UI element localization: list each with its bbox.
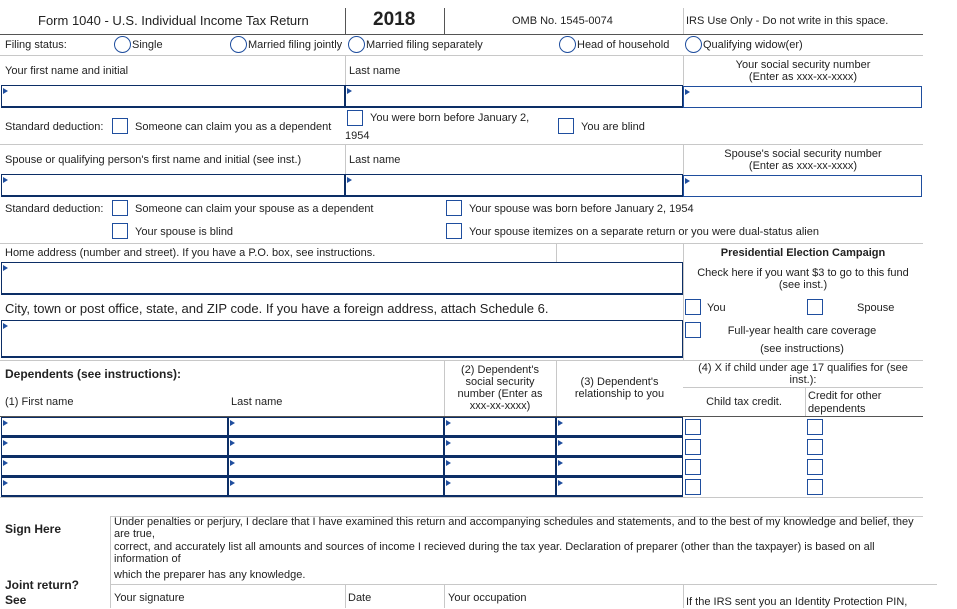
irs-pin-label: If the IRS sent you an Identity Protection PIN, xyxy=(686,596,908,608)
last-name-input[interactable] xyxy=(345,85,683,108)
filing-status-label: Filing status: xyxy=(5,39,67,51)
spouse-is-blind-checkbox[interactable] xyxy=(112,223,128,239)
born-before-1954-label: You were born before January 2, xyxy=(370,112,530,124)
dependent-1-ssn[interactable] xyxy=(444,417,556,437)
campaign-description: Check here if you want $3 to go to this fund xyxy=(697,267,909,279)
dependent-4-ssn[interactable] xyxy=(444,477,556,497)
dependent-3-other-credit-checkbox[interactable] xyxy=(807,459,823,475)
dependent-1-relationship[interactable] xyxy=(556,417,683,437)
spouse-ssn-input[interactable] xyxy=(683,175,922,197)
dependent-3-ssn[interactable] xyxy=(444,457,556,477)
spouse-itemizes-checkbox[interactable] xyxy=(446,223,462,239)
campaign-you-checkbox[interactable] xyxy=(685,299,701,315)
home-address-input[interactable] xyxy=(1,262,683,295)
sign-here-title: Sign Here xyxy=(5,522,62,536)
ssn-label: Your social security number xyxy=(735,59,871,71)
tax-year: 2018 xyxy=(373,9,416,30)
dependent-3-first-name[interactable] xyxy=(1,457,228,477)
dependent-4-last-name[interactable] xyxy=(228,477,444,497)
declaration-text-2: correct, and accurately list all amounts and sources of income I recieved during the tax year. Declaration of preparer (other than the taxpayer) is based on all information of xyxy=(114,541,875,565)
ssn-format-hint: (Enter as xxx-xx-xxxx) xyxy=(748,71,858,83)
dependents-col-last-name: Last name xyxy=(231,396,283,408)
form-title: Form 1040 - U.S. Individual Income Tax Return xyxy=(38,13,309,28)
declaration-text: Under penalties or perjury, I declare that I have examined this return and accompanying schedules and statements, and to the best of my knowledge and belief, they are true, xyxy=(114,516,914,540)
standard-deduction-label: Standard deduction: xyxy=(5,121,104,133)
spouse-last-name-label: Last name xyxy=(349,154,401,166)
spouse-itemizes-label: Your spouse itemizes on a separate return or you were dual-status alien xyxy=(469,226,819,238)
joint-return-see: See xyxy=(5,593,27,607)
spouse-born-before-1954-label: Your spouse was born before January 2, 1954 xyxy=(469,203,694,215)
first-name-label: Your first name and initial xyxy=(5,65,129,77)
radio-single[interactable] xyxy=(114,36,131,53)
irs-use-only: IRS Use Only - Do not write in this space. xyxy=(686,15,889,27)
dependent-2-first-name[interactable] xyxy=(1,437,228,457)
someone-can-claim-spouse-checkbox[interactable] xyxy=(112,200,128,216)
dependents-col-relationship: (3) Dependent's relationship to you xyxy=(574,376,665,400)
last-name-label: Last name xyxy=(349,65,401,77)
city-address-label: City, town or post office, state, and ZIP code. If you have a foreign address, attach Schedule 6. xyxy=(5,301,549,316)
radio-label: Qualifying widow(er) xyxy=(703,39,803,51)
child-tax-credit-label: Child tax credit. xyxy=(706,396,782,408)
dependent-4-other-credit-checkbox[interactable] xyxy=(807,479,823,495)
first-name-input[interactable] xyxy=(1,85,345,108)
someone-can-claim-spouse-label: Someone can claim your spouse as a dependent xyxy=(135,203,374,215)
spouse-first-name-input[interactable] xyxy=(1,174,345,197)
campaign-see-inst: (see inst.) xyxy=(778,279,828,291)
dependents-col-ssn: (2) Dependent's social security number (Enter as xxx-xx-xxxx) xyxy=(457,364,543,412)
radio-head-of-household[interactable] xyxy=(559,36,576,53)
ssn-input[interactable] xyxy=(683,86,922,108)
omb-number: OMB No. 1545-0074 xyxy=(512,15,613,27)
spouse-first-name-label: Spouse or qualifying person's first name and initial (see inst.) xyxy=(5,154,302,166)
radio-label: Head of household xyxy=(577,39,670,51)
health-coverage-checkbox[interactable] xyxy=(685,322,701,338)
dependent-2-ssn[interactable] xyxy=(444,437,556,457)
radio-qualifying-widow[interactable] xyxy=(685,36,702,53)
dependent-1-first-name[interactable] xyxy=(1,417,228,437)
dependent-1-other-credit-checkbox[interactable] xyxy=(807,419,823,435)
dependent-1-child-credit-checkbox[interactable] xyxy=(685,419,701,435)
born-before-1954-label-year: 1954 xyxy=(345,130,370,142)
date-label: Date xyxy=(348,592,372,604)
spouse-ssn-label: Spouse's social security number xyxy=(724,148,882,160)
campaign-you-label: You xyxy=(707,302,726,314)
health-coverage-label: Full-year health care coverage xyxy=(727,325,877,337)
you-are-blind-label: You are blind xyxy=(581,121,645,133)
campaign-spouse-checkbox[interactable] xyxy=(807,299,823,315)
radio-married-separately[interactable] xyxy=(348,36,365,53)
someone-can-claim-you-checkbox[interactable] xyxy=(112,118,128,134)
dependent-2-other-credit-checkbox[interactable] xyxy=(807,439,823,455)
spouse-ssn-format-hint: (Enter as xxx-xx-xxxx) xyxy=(748,160,858,172)
dependent-2-relationship[interactable] xyxy=(556,437,683,457)
dependent-3-child-credit-checkbox[interactable] xyxy=(685,459,701,475)
dependents-col-credits: (4) X if child under age 17 qualifies for (see inst.): xyxy=(698,362,908,386)
your-signature-label: Your signature xyxy=(114,592,185,604)
spouse-last-name-input[interactable] xyxy=(345,174,683,197)
dependent-3-last-name[interactable] xyxy=(228,457,444,477)
dependent-2-child-credit-checkbox[interactable] xyxy=(685,439,701,455)
radio-label: Married filing jointly xyxy=(248,39,343,51)
dependents-col-first-name: (1) First name xyxy=(5,396,74,408)
spouse-standard-deduction-label: Standard deduction: xyxy=(5,203,104,215)
spouse-born-before-1954-checkbox[interactable] xyxy=(446,200,462,216)
dependents-title: Dependents (see instructions): xyxy=(5,367,182,381)
dependent-1-last-name[interactable] xyxy=(228,417,444,437)
born-before-1954-checkbox[interactable] xyxy=(347,110,363,126)
credit-other-dependents-label: Credit for other dependents xyxy=(808,390,882,415)
spouse-is-blind-label: Your spouse is blind xyxy=(135,226,234,238)
someone-can-claim-you-label: Someone can claim you as a dependent xyxy=(135,121,332,133)
radio-label: Single xyxy=(132,39,163,51)
dependent-2-last-name[interactable] xyxy=(228,437,444,457)
campaign-title: Presidential Election Campaign xyxy=(720,247,886,259)
city-address-input[interactable] xyxy=(1,320,683,358)
radio-label: Married filing separately xyxy=(366,39,483,51)
dependent-4-relationship[interactable] xyxy=(556,477,683,497)
campaign-spouse-label: Spouse xyxy=(857,302,895,314)
dependent-4-child-credit-checkbox[interactable] xyxy=(685,479,701,495)
dependent-3-relationship[interactable] xyxy=(556,457,683,477)
health-coverage-see-inst: (see instructions) xyxy=(760,343,844,355)
joint-return-label: Joint return? xyxy=(5,578,79,592)
declaration-text-3: which the preparer has any knowledge. xyxy=(114,569,306,581)
you-are-blind-checkbox[interactable] xyxy=(558,118,574,134)
home-address-label: Home address (number and street). If you have a P.O. box, see instructions. xyxy=(5,247,376,259)
occupation-label: Your occupation xyxy=(448,592,527,604)
radio-married-jointly[interactable] xyxy=(230,36,247,53)
dependent-4-first-name[interactable] xyxy=(1,477,228,497)
